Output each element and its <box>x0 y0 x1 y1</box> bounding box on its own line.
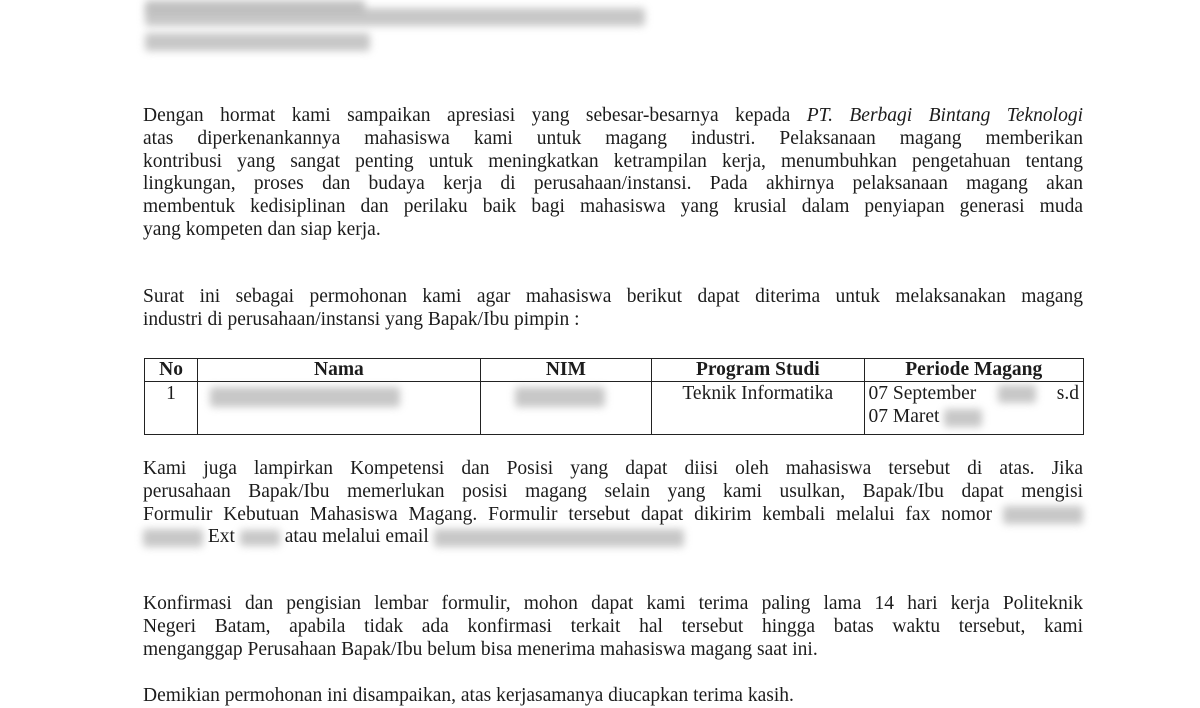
p4-line-3: menganggap Perusahaan Bapak/Ibu belum bisa menerima mahasiswa magang saat ini. <box>143 638 818 660</box>
header-nama: Nama <box>198 359 481 382</box>
paragraph-closing <box>143 685 1083 708</box>
paragraph-request <box>143 286 1083 332</box>
header-nim: NIM <box>480 359 651 382</box>
student-table <box>144 358 1084 435</box>
p1-line-6: yang kompeten dan siap kerja. <box>143 218 381 240</box>
p4-line-2: Negeri Batam, apabila tidak ada konfirmasi terkait hal tersebut hingga batas waktu tersebut, kami <box>143 615 1083 637</box>
p1-line-2: atas diperkenankannya mahasiswa kami untuk magang industri. Pelaksanaan magang memberikan <box>143 127 1083 149</box>
header-no: No <box>145 359 198 382</box>
p1-line-4: lingkungan, proses dan budaya kerja di perusahaan/instansi. Pada akhirnya pelaksanaan magang akan <box>143 173 1083 195</box>
p1-line-5: membentuk kedisiplinan dan perilaku baik bagi mahasiswa yang krusial dalam penyiapan generasi muda <box>143 196 1083 218</box>
redacted-address-line-2 <box>145 8 645 26</box>
p3-line-2: perusahaan Bapak/Ibu memerlukan posisi magang selain yang kami usulkan, Bapak/Ibu dapat mengisi <box>143 480 1083 502</box>
p2-line-1: Surat ini sebagai permohonan kami agar mahasiswa berikut dapat diterima untuk melaksanakan magang <box>143 286 1083 307</box>
p2-line-2: industri di perusahaan/instansi yang Bapak/Ibu pimpin : <box>143 308 580 330</box>
cell-nama <box>198 382 481 435</box>
p3-line-4: Ext atau melalui email <box>143 526 1083 549</box>
cell-program-studi: Teknik Informatika <box>652 382 864 435</box>
paragraph-confirmation <box>143 593 1083 661</box>
table-row <box>145 382 1084 435</box>
table-header-row <box>145 359 1084 382</box>
cell-nim <box>480 382 651 435</box>
redacted-address-line-3 <box>145 33 370 51</box>
paragraph-attachments <box>143 458 1083 549</box>
redacted-student-name <box>210 387 400 407</box>
p3-line-1: Kami juga lampirkan Kompetensi dan Posisi yang dapat diisi oleh mahasiswa tersebut di atas. Jika <box>143 458 1083 479</box>
cell-no: 1 <box>145 382 198 435</box>
header-periode-magang: Periode Magang <box>864 359 1084 382</box>
company-name: PT. Berbagi Bintang Teknologi <box>806 105 1083 126</box>
p1-line-3: kontribusi yang sangat penting untuk meningkatkan ketrampilan kerja, menumbuhkan pengetahuan tentang <box>143 150 1083 172</box>
redacted-fax-number-part-1 <box>1003 506 1083 524</box>
periode-start: 07 September <box>868 383 977 404</box>
redacted-email <box>434 529 684 547</box>
p4-line-1: Konfirmasi dan pengisian lembar formulir, mohon dapat kami terima paling lama 14 hari kerja Politeknik <box>143 593 1083 614</box>
p5-line-1: Demikian permohonan ini disampaikan, atas kerjasamanya diucapkan terima kasih. <box>143 685 794 706</box>
redacted-extension <box>240 530 280 546</box>
redacted-student-nim <box>515 387 605 407</box>
periode-end: 07 Maret <box>868 406 940 427</box>
header-program-studi: Program Studi <box>652 359 864 382</box>
redacted-year-start <box>998 385 1036 403</box>
redacted-fax-number-part-2 <box>143 529 203 547</box>
periode-sd: s.d <box>1056 383 1079 404</box>
p3-line-3: Formulir Kebutuan Mahasiswa Magang. Formulir tersebut dapat dikirim kembali melalui fax nomor <box>143 504 1083 527</box>
p1-line-1: Dengan hormat kami sampaikan apresiasi yang sebesar-besarnya kepada PT. Berbagi Bintang Teknologi <box>143 105 1083 126</box>
redacted-year-end <box>944 409 982 427</box>
cell-periode <box>864 382 1084 435</box>
paragraph-appreciation <box>143 105 1083 242</box>
